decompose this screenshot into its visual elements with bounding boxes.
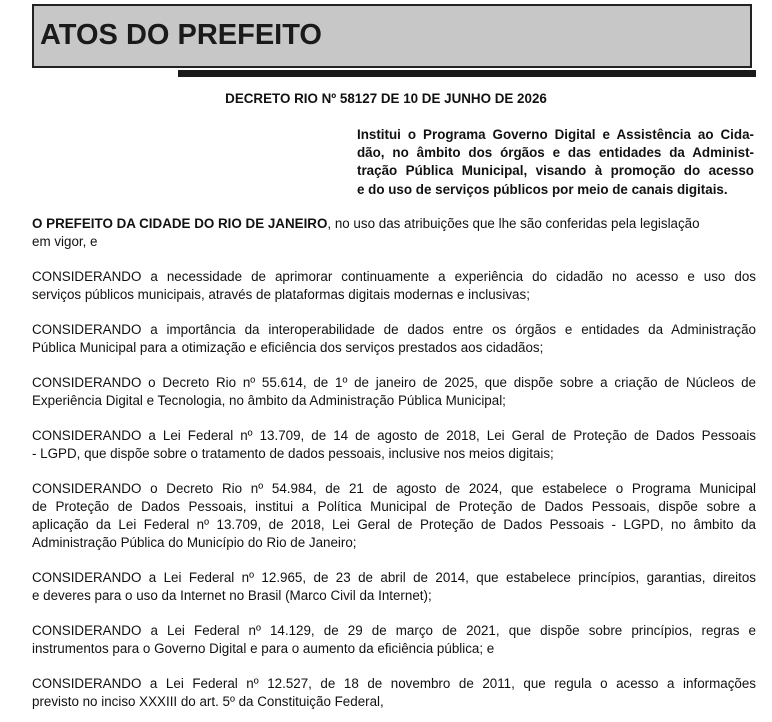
section-header bbox=[32, 4, 752, 68]
considerando-line: de Proteção de Dados Pessoais, institui a Política Municipal de Proteção de Dados Pessoais, dispõe sobre a bbox=[32, 499, 756, 514]
considerando-line: aplicação da Lei Federal nº 13.709, de 2018, Lei Geral de Proteção de Dados Pessoais - LGPD, no âmbito da bbox=[32, 517, 756, 532]
ementa-line: dão, no âmbito dos órgãos e das entidades da Administ- bbox=[357, 145, 754, 161]
ementa-line: tração Pública Municipal, visando à promoção do acesso bbox=[357, 163, 754, 179]
considerando-paragraph bbox=[32, 569, 756, 605]
decree-title: DECRETO RIO Nº 58127 DE 10 DE JUNHO DE 2026 bbox=[225, 91, 547, 106]
considerando-paragraph bbox=[32, 675, 756, 711]
considerando-paragraph bbox=[32, 374, 756, 410]
considerando-line: previsto no inciso XXXIII do art. 5º da Constituição Federal, bbox=[32, 694, 384, 709]
considerando-line: CONSIDERANDO a necessidade de aprimorar continuamente a experiência do cidadão no acesso e uso dos bbox=[32, 269, 756, 284]
considerando-line: e deveres para o uso da Internet no Brasil (Marco Civil da Internet); bbox=[32, 588, 432, 603]
preamble-line bbox=[32, 215, 756, 233]
considerando-line: CONSIDERANDO a Lei Federal nº 12.965, de 23 de abril de 2014, que estabelece princípios, garantias, direitos bbox=[32, 570, 756, 585]
considerando-line: CONSIDERANDO a Lei Federal nº 13.709, de 14 de agosto de 2018, Lei Geral de Proteção de Dados Pessoais bbox=[32, 428, 756, 443]
considerando-line: CONSIDERANDO a Lei Federal nº 14.129, de 29 de março de 2021, que dispõe sobre princípios, regras e bbox=[32, 623, 756, 638]
considerando-line: Pública Municipal para a otimização e eficiência dos serviços prestados aos cidadãos; bbox=[32, 340, 544, 355]
considerando-paragraph bbox=[32, 480, 756, 552]
considerando-paragraph bbox=[32, 268, 756, 304]
preamble-line1-rest: , no uso das atribuições que lhe são conferidas pela legislação bbox=[327, 216, 700, 231]
ementa-line: e do uso de serviços públicos por meio de canais digitais. bbox=[357, 181, 728, 197]
considerando-line: - LGPD, que dispõe sobre o tratamento de dados pessoais, inclusive nos meios digitais; bbox=[32, 446, 554, 461]
considerando-line: serviços públicos municipais, através de plataformas digitais modernas e inclusivas; bbox=[32, 287, 530, 302]
considerando-paragraph bbox=[32, 622, 756, 658]
considerando-line: CONSIDERANDO o Decreto Rio nº 54.984, de 21 de agosto de 2024, que estabelece o Programa Municipal bbox=[32, 481, 756, 496]
considerando-line: CONSIDERANDO a importância da interoperabilidade de dados entre os órgãos e entidades da Administração bbox=[32, 322, 756, 337]
considerando-paragraph bbox=[32, 321, 756, 357]
considerando-line: instrumentos para o Governo Digital e para o aumento da eficiência pública; e bbox=[32, 641, 495, 656]
section-title: ATOS DO PREFEITO bbox=[40, 19, 322, 51]
considerando-line: Experiência Digital e Tecnologia, no âmbito da Administração Pública Municipal; bbox=[32, 393, 506, 408]
preamble-paragraph bbox=[32, 215, 756, 251]
ementa-line: Institui o Programa Governo Digital e Assistência ao Cida- bbox=[357, 127, 754, 142]
considerando-line: CONSIDERANDO a Lei Federal nº 12.527, de 18 de novembro de 2011, que regula o acesso a informações bbox=[32, 676, 756, 691]
considerando-line: Administração Pública do Município do Rio de Janeiro; bbox=[32, 535, 357, 550]
decree-ementa bbox=[357, 126, 754, 199]
preamble-authority: O PREFEITO DA CIDADE DO RIO DE JANEIRO bbox=[32, 216, 328, 231]
considerando-paragraph bbox=[32, 427, 756, 463]
preamble-line: em vigor, e bbox=[32, 234, 98, 249]
header-underline-rule bbox=[178, 70, 756, 77]
considerando-line: CONSIDERANDO o Decreto Rio nº 55.614, de 1º de janeiro de 2025, que dispõe sobre a criação de Núcleos de bbox=[32, 375, 756, 390]
